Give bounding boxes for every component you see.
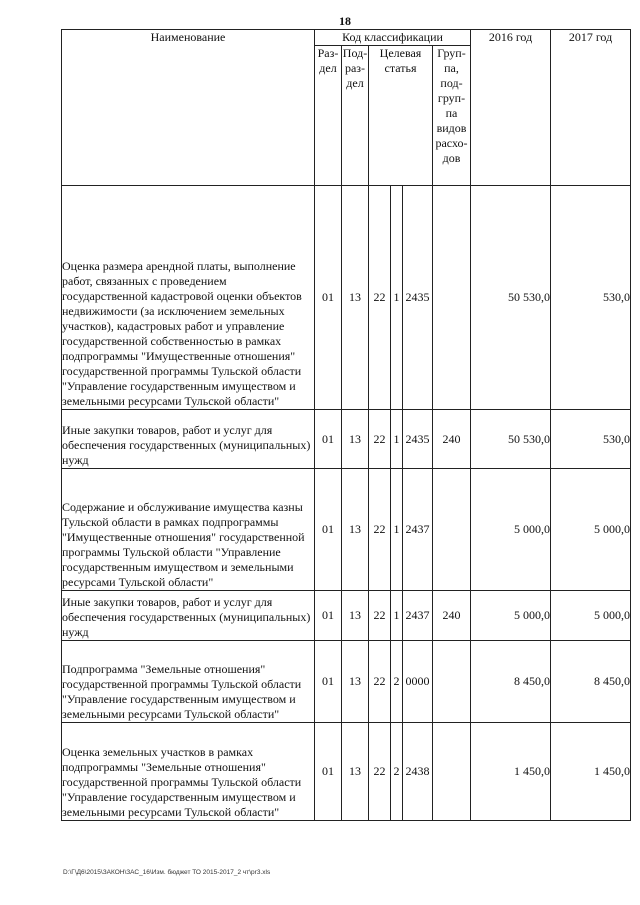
table-row [62,591,631,641]
row-target-article-subprogram: 2 [391,641,403,723]
row-section: 01 [315,723,342,821]
row-target-article-code: 2435 [403,410,433,469]
row-target-article-program: 22 [369,641,391,723]
row-expense-type [433,641,471,723]
row-amount-2016: 5 000,0 [471,469,551,591]
row-amount-2016: 50 530,0 [471,186,551,410]
row-target-article-code: 2437 [403,591,433,641]
row-target-article-subprogram: 1 [391,469,403,591]
page-number: 18 [339,14,351,28]
row-subsection: 13 [342,410,369,469]
row-subsection: 13 [342,186,369,410]
row-expense-type [433,186,471,410]
row-target-article-code: 2438 [403,723,433,821]
row-name: Оценка размера арендной платы, выполнение работ, связанных с проведением государственной кадастровой оценки объектов недвижимости (за исключением земельных участков), кадастровых работ и управление государственной собственностью в рамках подпрограммы "Имущественные отношения" государственной программы Тульской области "Управление государственным имуществом и земельными ресурсами Тульской области" [62,186,315,410]
header-section: Раз-дел [315,46,342,186]
row-amount-2016: 50 530,0 [471,410,551,469]
row-subsection: 13 [342,723,369,821]
row-section: 01 [315,591,342,641]
row-target-article-program: 22 [369,723,391,821]
row-target-article-subprogram: 1 [391,591,403,641]
row-amount-2017: 1 450,0 [551,723,631,821]
row-amount-2016: 8 450,0 [471,641,551,723]
row-amount-2017: 530,0 [551,186,631,410]
row-amount-2017: 8 450,0 [551,641,631,723]
row-name: Подпрограмма "Земельные отношения" государственной программы Тульской области "Управление государственным имуществом и земельными ресурсами Тульской области" [62,641,315,723]
budget-table [61,29,631,821]
row-target-article-program: 22 [369,591,391,641]
row-amount-2017: 530,0 [551,410,631,469]
header-classification: Код классификации [315,30,471,46]
row-name: Иные закупки товаров, работ и услуг для обеспечения государственных (муниципальных) нужд [62,591,315,641]
row-amount-2017: 5 000,0 [551,469,631,591]
header-name: Наименование [62,30,315,186]
row-amount-2017: 5 000,0 [551,591,631,641]
row-target-article-program: 22 [369,410,391,469]
row-name: Содержание и обслуживание имущества казны Тульской области в рамках подпрограммы "Имущественные отношения" государственной программы Тульской области "Управление государственным имуществом и земельными ресурсами Тульской области" [62,469,315,591]
header-year-2016: 2016 год [471,30,551,186]
row-amount-2016: 5 000,0 [471,591,551,641]
row-expense-type: 240 [433,591,471,641]
row-target-article-subprogram: 2 [391,723,403,821]
header-year-2017: 2017 год [551,30,631,186]
row-subsection: 13 [342,469,369,591]
row-target-article-code: 2437 [403,469,433,591]
table-row [62,186,631,410]
table-row [62,410,631,469]
row-expense-type [433,723,471,821]
row-name: Оценка земельных участков в рамках подпрограммы "Земельные отношения" государственной программы Тульской области "Управление государственным имуществом и земельными ресурсами Тульской области" [62,723,315,821]
row-subsection: 13 [342,641,369,723]
row-subsection: 13 [342,591,369,641]
header-subsection: Под-раз-дел [342,46,369,186]
row-section: 01 [315,186,342,410]
row-target-article-program: 22 [369,186,391,410]
row-target-article-code: 2435 [403,186,433,410]
header-target-article: Целевая статья [369,46,433,186]
table-row [62,469,631,591]
row-target-article-code: 0000 [403,641,433,723]
row-expense-type: 240 [433,410,471,469]
row-expense-type [433,469,471,591]
row-target-article-subprogram: 1 [391,186,403,410]
row-section: 01 [315,410,342,469]
header-expense-group: Груп-па, под-груп-па видов расхо-дов [433,46,471,186]
table-row [62,723,631,821]
row-amount-2016: 1 450,0 [471,723,551,821]
table-row [62,641,631,723]
file-path-footer: D:\Г\Д6\2015\ЗАКОН\ЗАС_16\Изм. бюджет ТО 2015-2017_2 чт\pr3.xls [63,869,271,876]
row-section: 01 [315,469,342,591]
row-section: 01 [315,641,342,723]
row-target-article-subprogram: 1 [391,410,403,469]
row-target-article-program: 22 [369,469,391,591]
row-name: Иные закупки товаров, работ и услуг для обеспечения государственных (муниципальных) нужд [62,410,315,469]
